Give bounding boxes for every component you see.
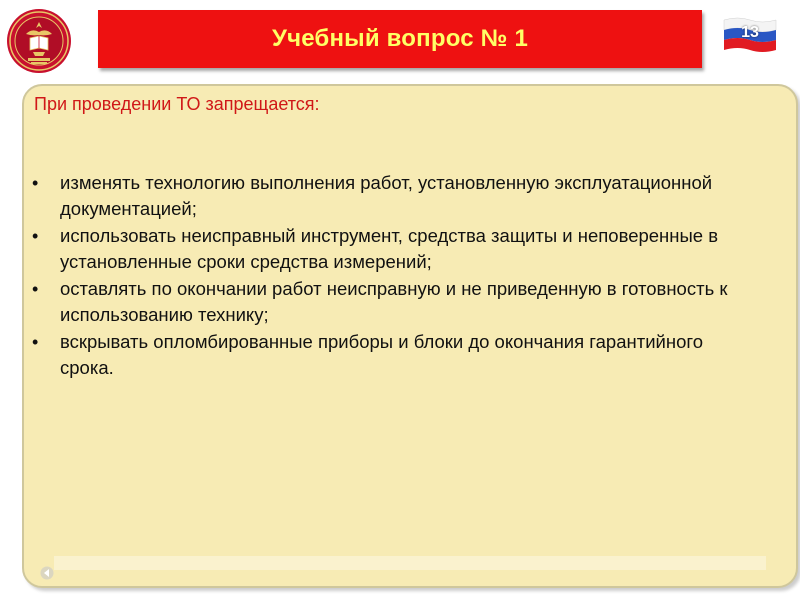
panel-decoration <box>54 556 766 570</box>
list-item-text: оставлять по окончании работ неисправную и не приведенную в готовность к использованию технику; <box>60 278 728 325</box>
list-item <box>30 329 750 381</box>
list-item-text: использовать неисправный инструмент, средства защиты и неповеренные в установленные сроки средства измерений; <box>60 225 719 272</box>
content-panel <box>22 84 798 588</box>
bullet-icon: • <box>32 173 39 193</box>
list-item <box>30 170 750 222</box>
previous-slide-arrow-icon[interactable] <box>40 566 54 580</box>
bullet-icon: • <box>32 332 39 352</box>
list-item-text: изменять технологию выполнения работ, установленную эксплуатационной документацией; <box>60 172 713 219</box>
title-bar <box>98 10 702 68</box>
slide-title: Учебный вопрос № 1 <box>271 25 529 52</box>
bullet-icon: • <box>32 279 39 299</box>
content-heading: При проведении ТО запрещается: <box>34 94 320 114</box>
bullet-icon: • <box>32 226 39 246</box>
military-department-emblem-icon <box>6 8 72 74</box>
slide-number: 13 <box>741 24 759 41</box>
list-item <box>30 276 750 328</box>
prohibitions-list <box>30 170 750 382</box>
list-item <box>30 223 750 275</box>
list-item-text: вскрывать опломбированные приборы и блоки до окончания гарантийного срока. <box>60 331 703 378</box>
